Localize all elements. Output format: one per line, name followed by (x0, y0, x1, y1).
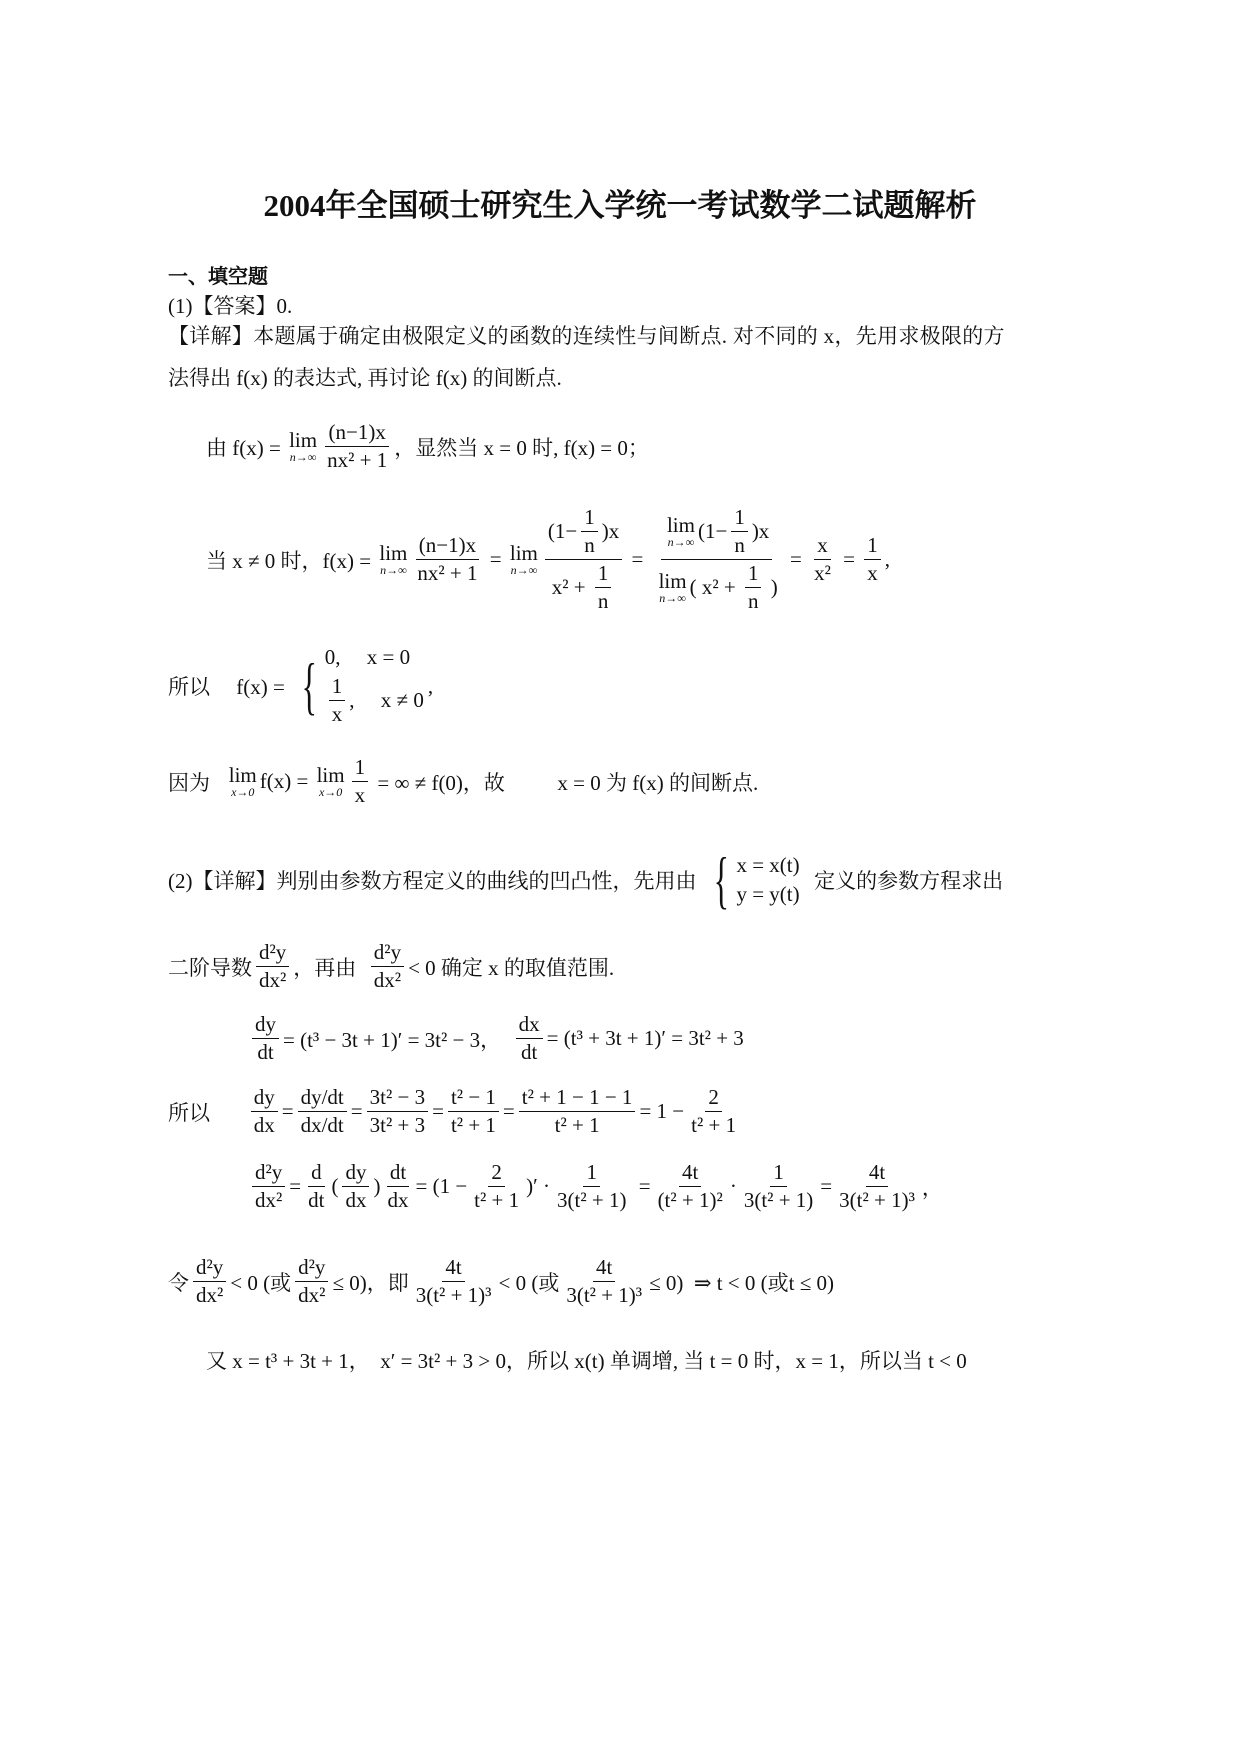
fraction-denominator (329, 701, 346, 727)
limit-operator (510, 541, 538, 578)
fraction-denominator (552, 1112, 603, 1138)
fraction-denominator (414, 560, 480, 586)
math-text: ≤ 0)，即 (332, 1270, 409, 1295)
fraction-numerator (295, 1255, 328, 1282)
math-text: 4t (445, 1255, 462, 1279)
fraction-denominator (252, 1187, 285, 1213)
math-text: n (597, 589, 609, 613)
fraction-numerator (298, 1085, 347, 1112)
fraction (252, 1160, 285, 1213)
math-text: )′ · (526, 1174, 550, 1198)
math-text: t² + 1 (691, 1113, 737, 1137)
fraction-denominator (554, 1187, 629, 1213)
lim-label: lim (289, 428, 318, 452)
fraction-denominator (563, 1282, 645, 1308)
lim-label: lim (316, 763, 345, 787)
page-title: 2004年全国硕士研究生入学统一考试数学二试题解析 (263, 188, 977, 223)
math-text: 1 (331, 674, 343, 698)
math-text: d (311, 1160, 322, 1184)
math-text: (1− (547, 519, 578, 543)
formula-f1 (206, 420, 649, 473)
math-text: dt (308, 1188, 325, 1212)
fraction (342, 1160, 369, 1213)
lim-label: lim (228, 763, 257, 787)
fraction-numerator (745, 561, 762, 588)
math-text: 4t (868, 1160, 886, 1184)
fraction (554, 1160, 629, 1213)
math-text: y = y(t) (736, 882, 800, 906)
fraction (595, 561, 612, 614)
math-text: d²y (259, 940, 287, 964)
limit-operator (379, 541, 407, 578)
math-text: 二阶导数 (168, 955, 252, 980)
math-text: 3(t² + 1)³ (415, 1283, 492, 1307)
math-text: 当 x ≠ 0 时，f(x) = (206, 548, 377, 573)
math-text: 4t (596, 1255, 613, 1279)
q1-detail-line-2: 法得出 f(x) 的表达式, 再讨论 f(x) 的间断点. (168, 366, 562, 390)
cases-row (736, 882, 799, 907)
math-text: 3(t² + 1) (557, 1188, 627, 1212)
fraction-numerator (252, 1160, 285, 1187)
math-text: = (820, 1174, 833, 1198)
math-text: dt (389, 1160, 407, 1184)
math-text: x (354, 783, 366, 807)
math-text: ( x² + (689, 575, 741, 599)
fraction-numerator (770, 1160, 787, 1187)
math-text: dy/dt (300, 1085, 344, 1109)
math-text: , (884, 547, 890, 571)
math-text: dx/dt (300, 1113, 344, 1137)
math-text: = 1 − (639, 1099, 685, 1123)
fraction (581, 505, 598, 558)
math-text: nx² + 1 (417, 561, 478, 585)
math-text: , x ≠ 0 (349, 688, 424, 712)
fraction-denominator (581, 532, 598, 558)
math-text: 1 (354, 755, 366, 779)
formula-condition (168, 1255, 834, 1308)
math-text: ) (373, 1174, 381, 1198)
math-text: (n−1)x (328, 420, 386, 444)
fraction-denominator (811, 560, 834, 586)
math-text: 因为 (168, 770, 226, 795)
math-text: = (633, 1174, 651, 1198)
fraction-numerator (814, 533, 831, 560)
math-text: = (t³ − 3t + 1)′ = 3t² − 3， (283, 1027, 512, 1052)
math-text: dx² (298, 1283, 326, 1307)
math-text: (n−1)x (418, 533, 477, 557)
fraction-denominator (251, 1112, 278, 1138)
math-text: x² (814, 561, 831, 585)
formula-second-derivative-text (168, 940, 614, 993)
fraction-numerator (679, 1160, 701, 1187)
fraction (448, 1085, 499, 1138)
fraction (864, 533, 881, 586)
lim-label: lim (658, 569, 687, 593)
fraction-denominator (836, 1187, 918, 1213)
fraction-denominator (549, 560, 619, 614)
math-text: = (432, 1099, 444, 1123)
math-text: dx² (196, 1283, 224, 1307)
limit-operator (229, 763, 257, 800)
math-text: = (1 − (415, 1174, 468, 1198)
lim-subscript: x→0 (318, 785, 343, 799)
fraction-denominator (741, 1187, 816, 1213)
fraction-denominator (256, 967, 289, 993)
math-text: d²y (373, 940, 402, 964)
cases-row (325, 674, 424, 727)
math-text: 1 (597, 561, 609, 585)
fraction (545, 505, 622, 614)
math-text: 由 f(x) = (206, 435, 287, 460)
fraction-numerator (329, 674, 346, 701)
fraction (252, 1012, 279, 1065)
fraction (741, 1160, 816, 1213)
left-brace: { (713, 844, 729, 915)
fraction-denominator (745, 588, 762, 614)
math-text: ， (921, 1175, 943, 1200)
math-text: 3t² + 3 (369, 1113, 426, 1137)
math-text: 所以 f(x) = (168, 675, 291, 699)
fraction-numerator (442, 1255, 464, 1282)
fraction (305, 1160, 327, 1213)
fraction (653, 505, 781, 614)
fraction-numerator (488, 1160, 505, 1187)
fraction-numerator (583, 1160, 600, 1187)
math-text: = (289, 1174, 302, 1198)
lim-subscript: n→∞ (510, 563, 538, 577)
fraction-numerator (581, 505, 598, 532)
fraction-denominator (298, 1112, 347, 1138)
math-text: < 0 (或 (498, 1270, 560, 1295)
fraction-denominator (653, 560, 781, 614)
math-text: 令 (168, 1270, 189, 1295)
math-text: (2)【详解】判别由参数方程定义的曲线的凹凸性，先用由 (168, 869, 702, 893)
fraction-numerator (516, 1012, 543, 1039)
fraction-numerator (705, 1085, 722, 1112)
lim-subscript: x→0 (231, 785, 255, 799)
lim-subscript: n→∞ (667, 535, 695, 549)
formula-f2 (206, 505, 890, 614)
limit-operator (317, 763, 345, 800)
fraction-numerator (416, 533, 479, 560)
math-text: ≤ 0) ⇒ t < 0 (或t ≤ 0) (649, 1270, 834, 1295)
fraction-denominator (595, 588, 612, 614)
math-text: n (734, 533, 745, 557)
fraction-denominator (371, 967, 404, 993)
limit-operator (667, 513, 695, 550)
fraction (516, 1012, 543, 1065)
math-text: x (867, 561, 878, 585)
math-text: 0, x = 0 (324, 645, 411, 669)
fraction (519, 1085, 636, 1138)
math-text: dt (257, 1040, 274, 1064)
math-text: = (484, 547, 507, 571)
fraction-numerator (387, 1160, 409, 1187)
fraction (298, 1085, 347, 1138)
math-text: x (817, 533, 828, 557)
math-text: )x (601, 519, 620, 543)
fraction-denominator (413, 1282, 495, 1308)
limit-operator (659, 569, 687, 606)
math-text: 1 (867, 533, 878, 557)
math-text: 1 (734, 505, 745, 529)
math-text: 3t² − 3 (369, 1085, 426, 1109)
fraction (413, 1255, 495, 1308)
math-text: )x (751, 519, 770, 543)
math-text: 3(t² + 1)³ (839, 1188, 915, 1212)
cases-row (736, 853, 799, 878)
fraction (251, 1085, 278, 1138)
math-text: dx (387, 1188, 409, 1212)
math-text: d²y (196, 1255, 224, 1279)
fraction (256, 940, 289, 993)
fraction (471, 1160, 522, 1213)
math-text: = (502, 1099, 515, 1123)
fraction (414, 533, 480, 586)
cases-rows (736, 853, 799, 907)
fraction-numerator (661, 505, 772, 560)
math-text: dy (345, 1160, 367, 1184)
section-heading: 一、填空题 (168, 266, 268, 288)
math-text: (t² + 1)² (657, 1188, 723, 1212)
fraction-numerator (251, 1085, 278, 1112)
math-text: < 0 (或 (230, 1270, 292, 1295)
fraction-numerator (342, 1160, 369, 1187)
fraction (371, 940, 404, 993)
fraction-numerator (519, 1085, 636, 1112)
math-text: ) (765, 575, 778, 599)
math-text: 2 (708, 1085, 719, 1109)
math-text: 1 (584, 505, 595, 529)
math-text: 4t (682, 1160, 699, 1184)
fraction-numerator (256, 940, 289, 967)
fraction-numerator (545, 505, 622, 560)
math-text: dy (253, 1085, 275, 1109)
limit-operator (289, 428, 317, 465)
lim-subscript: n→∞ (289, 450, 317, 464)
math-text: dx (518, 1012, 540, 1036)
fraction-numerator (864, 533, 881, 560)
formula-d2ydx2 (248, 1160, 943, 1213)
math-text: dx (345, 1188, 367, 1212)
math-text: 所以 (168, 1100, 247, 1125)
math-text: t² − 1 (450, 1085, 496, 1109)
math-text: d²y (255, 1160, 283, 1184)
lim-label: lim (666, 513, 695, 537)
math-text: d²y (298, 1255, 326, 1279)
math-text: x (331, 702, 343, 726)
math-text: 3(t² + 1)³ (566, 1283, 643, 1307)
fraction-denominator (352, 782, 369, 808)
math-text: 2 (491, 1160, 502, 1184)
math-text: 1 (747, 561, 759, 585)
fraction-numerator (308, 1160, 325, 1187)
fraction (836, 1160, 918, 1213)
fraction-numerator (593, 1255, 615, 1282)
fraction-numerator (448, 1085, 499, 1112)
fraction-numerator (325, 420, 388, 447)
fraction (384, 1160, 411, 1213)
fraction-denominator (731, 532, 748, 558)
fraction-numerator (252, 1012, 279, 1039)
math-text: = ∞ ≠ f(0)，故 x = 0 为 f(x) 的间断点. (372, 770, 759, 795)
math-text: dx (253, 1113, 275, 1137)
math-text: t² + 1 (554, 1113, 600, 1137)
math-text: dy (255, 1012, 276, 1036)
fraction-denominator (254, 1039, 276, 1065)
math-text: = (837, 547, 861, 571)
math-text: ( (331, 1174, 339, 1198)
fraction (563, 1255, 645, 1308)
lim-label: lim (379, 541, 408, 565)
fraction-denominator (384, 1187, 411, 1213)
math-text: n (584, 533, 595, 557)
fraction (352, 755, 369, 808)
math-text: = (784, 547, 808, 571)
fraction-denominator (367, 1112, 428, 1138)
fraction-numerator (595, 561, 612, 588)
fraction-numerator (866, 1160, 888, 1187)
fraction (324, 420, 390, 473)
math-text: t² + 1 − 1 − 1 (521, 1085, 633, 1109)
math-text: f(x) = (259, 769, 314, 793)
q1-detail-line-1: 【详解】本题属于确定由极限定义的函数的连续性与间断点. 对不同的 x，先用求极限的方 (168, 324, 1005, 348)
fraction (329, 674, 346, 727)
lim-subscript: n→∞ (380, 563, 407, 577)
fraction-numerator (731, 505, 748, 532)
fraction-numerator (193, 1255, 226, 1282)
q2-detail (168, 844, 1004, 915)
cases-rows (325, 645, 424, 727)
fraction-numerator (352, 755, 369, 782)
cases-row (325, 645, 424, 670)
math-text: ，再由 (293, 955, 367, 980)
math-text: nx² + 1 (327, 448, 388, 472)
fraction-numerator (371, 940, 404, 967)
math-text: dx² (373, 968, 402, 992)
lim-subscript: n→∞ (659, 591, 686, 605)
math-text: 1 (586, 1160, 597, 1184)
cases-block (294, 645, 424, 727)
fraction-denominator (342, 1187, 369, 1213)
math-text: n (747, 589, 759, 613)
fraction-denominator (518, 1039, 540, 1065)
fraction (811, 533, 834, 586)
q1-answer: (1)【答案】0. (168, 294, 293, 318)
math-text: x² + (551, 575, 591, 599)
fraction-denominator (864, 560, 881, 586)
math-text: = (350, 1099, 363, 1123)
formula-dydt (248, 1012, 744, 1065)
math-text: 1 (773, 1160, 784, 1184)
fraction (655, 1160, 726, 1213)
formula-limit (168, 755, 758, 808)
fraction-denominator (688, 1112, 739, 1138)
math-text: · (729, 1174, 737, 1198)
fraction (688, 1085, 739, 1138)
math-text: dt (520, 1040, 538, 1064)
math-text: t² + 1 (474, 1188, 520, 1212)
math-text: 又 x = t³ + 3t + 1， x′ = 3t² + 3 > 0，所以 x(t) 单调增, 当 t = 0 时，x = 1，所以当 t < 0 (206, 1349, 967, 1373)
fraction-denominator (305, 1187, 327, 1213)
math-text: 定义的参数方程求出 (803, 869, 1004, 893)
fraction-denominator (471, 1187, 522, 1213)
math-text: = (t³ + 3t + 1)′ = 3t² + 3 (546, 1026, 744, 1050)
math-text: = (281, 1099, 294, 1123)
lim-label: lim (509, 541, 538, 565)
formula-monotonic (206, 1345, 967, 1375)
fraction (295, 1255, 328, 1308)
cases-block (706, 844, 800, 915)
left-brace: { (301, 650, 318, 721)
formula-piecewise (168, 645, 433, 727)
math-text: = (626, 547, 649, 571)
fraction-denominator (324, 447, 390, 473)
math-text: (1− (697, 519, 728, 543)
math-text: , (427, 673, 434, 698)
formula-dydx (168, 1085, 743, 1138)
fraction-denominator (655, 1187, 726, 1213)
fraction (745, 561, 762, 614)
math-text: dx² (255, 1188, 283, 1212)
fraction-denominator (295, 1282, 328, 1308)
fraction (367, 1085, 428, 1138)
fraction-denominator (448, 1112, 499, 1138)
math-text: ，显然当 x = 0 时, f(x) = 0； (394, 435, 649, 460)
fraction-denominator (193, 1282, 226, 1308)
fraction-numerator (367, 1085, 428, 1112)
math-text: x = x(t) (736, 853, 800, 877)
math-text: < 0 确定 x 的取值范围. (408, 955, 615, 980)
math-text: dx² (259, 968, 287, 992)
fraction (731, 505, 748, 558)
math-text: 3(t² + 1) (743, 1188, 814, 1212)
math-text: t² + 1 (450, 1113, 496, 1137)
fraction (193, 1255, 226, 1308)
